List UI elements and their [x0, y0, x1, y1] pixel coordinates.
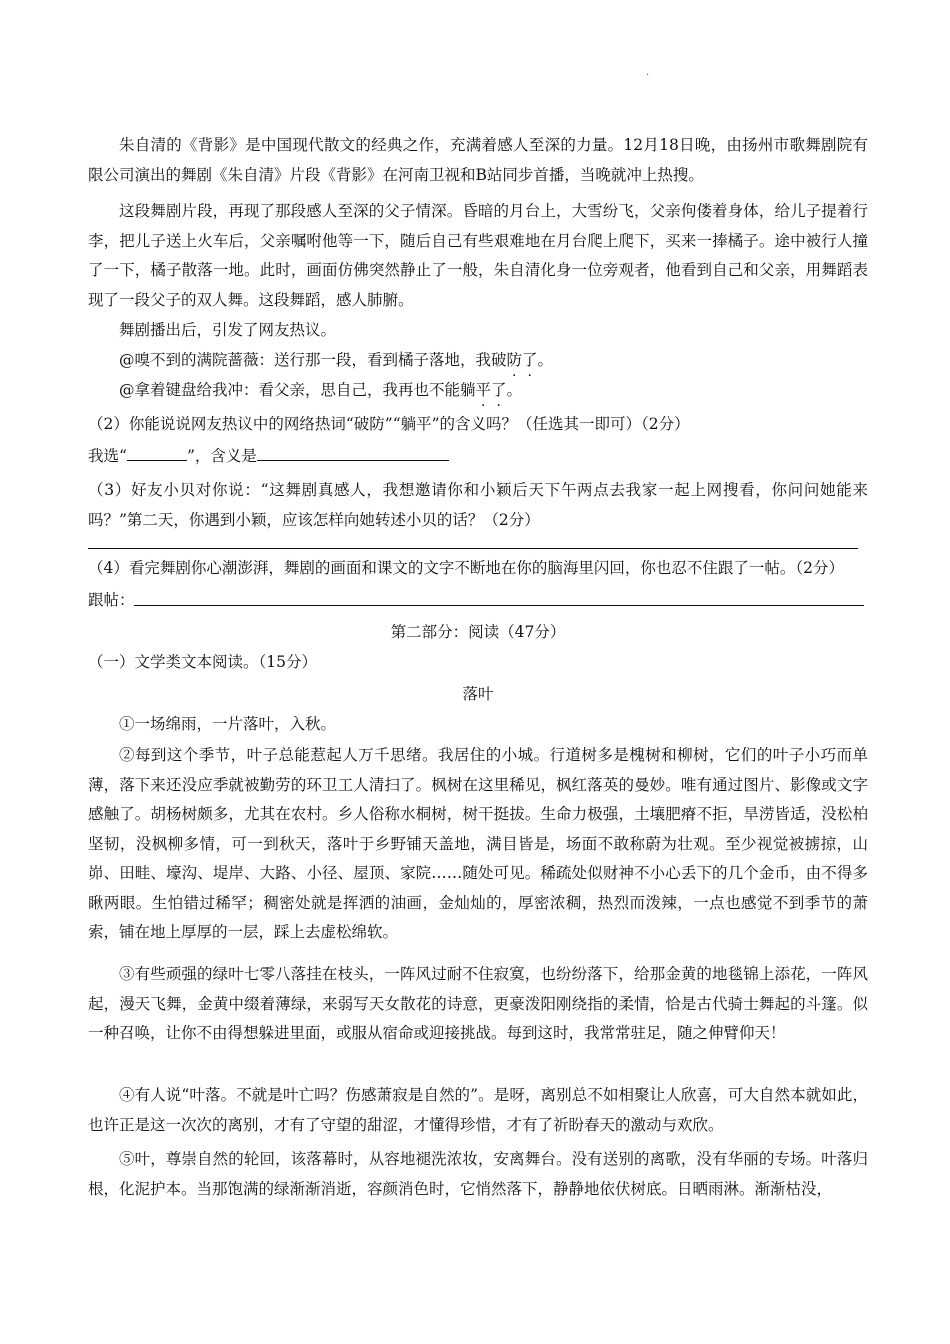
answer-prefix: 我选“ [88, 447, 127, 465]
question-4-answer-label: 跟帖： [88, 591, 135, 609]
comment-2-end: 了。 [491, 381, 523, 399]
emphasis-char: 躺 [460, 381, 476, 399]
header-mark: · [646, 70, 650, 81]
answer-middle: ”，含义是 [186, 447, 257, 465]
essay-paragraph-3: ③有些顽强的绿叶七零八落挂在枝头，一阵风过耐不住寂寞，也纷纷落下，给那金黄的地毯锦上添花，一阵风起，漫天飞舞，金黄中缀着薄绿，来弱写天女散花的诗意，更豪泼阳刚绕指的柔情，恰是古代骑士舞起的斗篷。似一种召唤，让你不由得想躲进里面，或服从宿命或迎接挑战。每到这时，我常常驻足，随之伸臂仰天！ [88, 965, 868, 1042]
emphasis-char: 平 [475, 381, 492, 399]
comment-1-text: @嗅不到的满院蔷薇：送行那一段，看到橘子落地，我 [119, 351, 492, 369]
netizen-comment-1 [88, 346, 868, 376]
essay-title: 落叶 [462, 685, 494, 703]
question-2-answer-row [88, 442, 868, 472]
meaning-blank[interactable] [257, 444, 449, 461]
intro-paragraph-3: 舞剧播出后，引发了网友热议。 [119, 321, 337, 339]
part-2-title: 第二部分：阅读（47分） [390, 623, 566, 641]
essay-paragraph-1: ①一场绵雨，一片落叶，入秋。 [119, 715, 337, 733]
emphasis-char: 破 [491, 351, 507, 369]
question-4: （4）看完舞剧你心潮澎湃，舞剧的画面和课文的文字不断地在你的脑海里闪回，你也忍不住跟了一帖。（2分） [88, 559, 844, 577]
question-4-answer-line[interactable] [134, 605, 864, 606]
word-choice-blank[interactable] [127, 444, 187, 461]
intro-paragraph-2: 这段舞剧片段，再现了那段感人至深的父子情深。昏暗的月台上，大雪纷飞，父亲佝偻着身体，给儿子提着行李，把儿子送上火车后，父亲嘱咐他等一下，随后自己有些艰难地在月台爬上爬下，买来一捧橘子。途中被行人撞了一下，橘子散落一地。此时，画面仿佛突然静止了一般，朱自清化身一位旁观者，他看到自己和父亲，用舞蹈表现了一段父子的双人舞。这段舞蹈，感人肺腑。 [88, 202, 868, 309]
netizen-comment-2 [88, 376, 868, 406]
essay-paragraph-2: ②每到这个季节，叶子总能惹起人万千思绪。我居住的小城。行道树多是槐树和柳树，它们的叶子小巧而单薄，落下来还没应季就被勤劳的环卫工人清扫了。枫树在这里稀见，枫红落英的曼妙。唯有通过图片、影像或文字感触了。胡杨树颇多，尤其在农村。乡人俗称水桐树，树干挺拔。生命力极强，土壤肥瘠不拒，旱涝皆适，没松柏坚韧，没枫柳多情，可一到秋天，落叶于乡野铺天盖地，满目皆是，场面不敢称蔚为壮观。至少视觉被掳掠，山峁、田畦、壕沟、堤岸、大路、小径、屋顶、家院……随处可见。稀疏处似财神不小心丢下的几个金币，由不得多瞅两眼。生怕错过稀罕；稠密处就是挥洒的油画，金灿灿的，厚密浓稠，热烈而泼辣，一点也感觉不到季节的萧索，铺在地上厚厚的一层，踩上去虚松绵软。 [88, 746, 868, 941]
essay-paragraph-5: ⑤叶，尊崇自然的轮回，该落幕时，从容地褪洗浓妆，安离舞台。没有送别的离歌，没有华丽的专场。叶落归根，化泥护本。当那饱满的绿渐渐消逝，容颜消色时，它悄然落下，静静地依伏树底。日晒雨淋。渐渐枯没， [88, 1150, 868, 1198]
intro-paragraph-1: 朱自清的《背影》是中国现代散文的经典之作，充满着感人至深的力量。12月18日晚，由扬州市歌舞剧院有限公司演出的舞剧《朱自清》片段《背影》在河南卫视和B站同步首播，当晚就冲上热搜。 [88, 136, 868, 184]
question-3-answer-line[interactable] [88, 548, 858, 549]
comment-1-end: 了。 [522, 351, 554, 369]
comment-2-text: @拿着键盘给我冲：看父亲，思自己，我再也不能 [119, 381, 461, 399]
emphasis-char: 防 [506, 351, 523, 369]
section-heading: （一）文学类文本阅读。（15分） [88, 653, 317, 671]
question-3: （3）好友小贝对你说：“这舞剧真感人，我想邀请你和小颖后天下午两点去我家一起上网搜看，你问问她能来吗？”第二天，你遇到小颖，应该怎样向她转述小贝的话？（2分） [88, 481, 868, 529]
essay-paragraph-4: ④有人说“叶落。不就是叶亡吗？伤感萧寂是自然的”。是呀，离别总不如相聚让人欣喜，可大自然本就如此，也许正是这一次次的离别，才有了守望的甜涩，才懂得珍惜，才有了祈盼春天的激动与欢欣。 [88, 1086, 868, 1134]
question-2: （2）你能说说网友热议中的网络热词“破防”“躺平”的含义吗？（任选其一即可）（2分） [88, 415, 690, 433]
